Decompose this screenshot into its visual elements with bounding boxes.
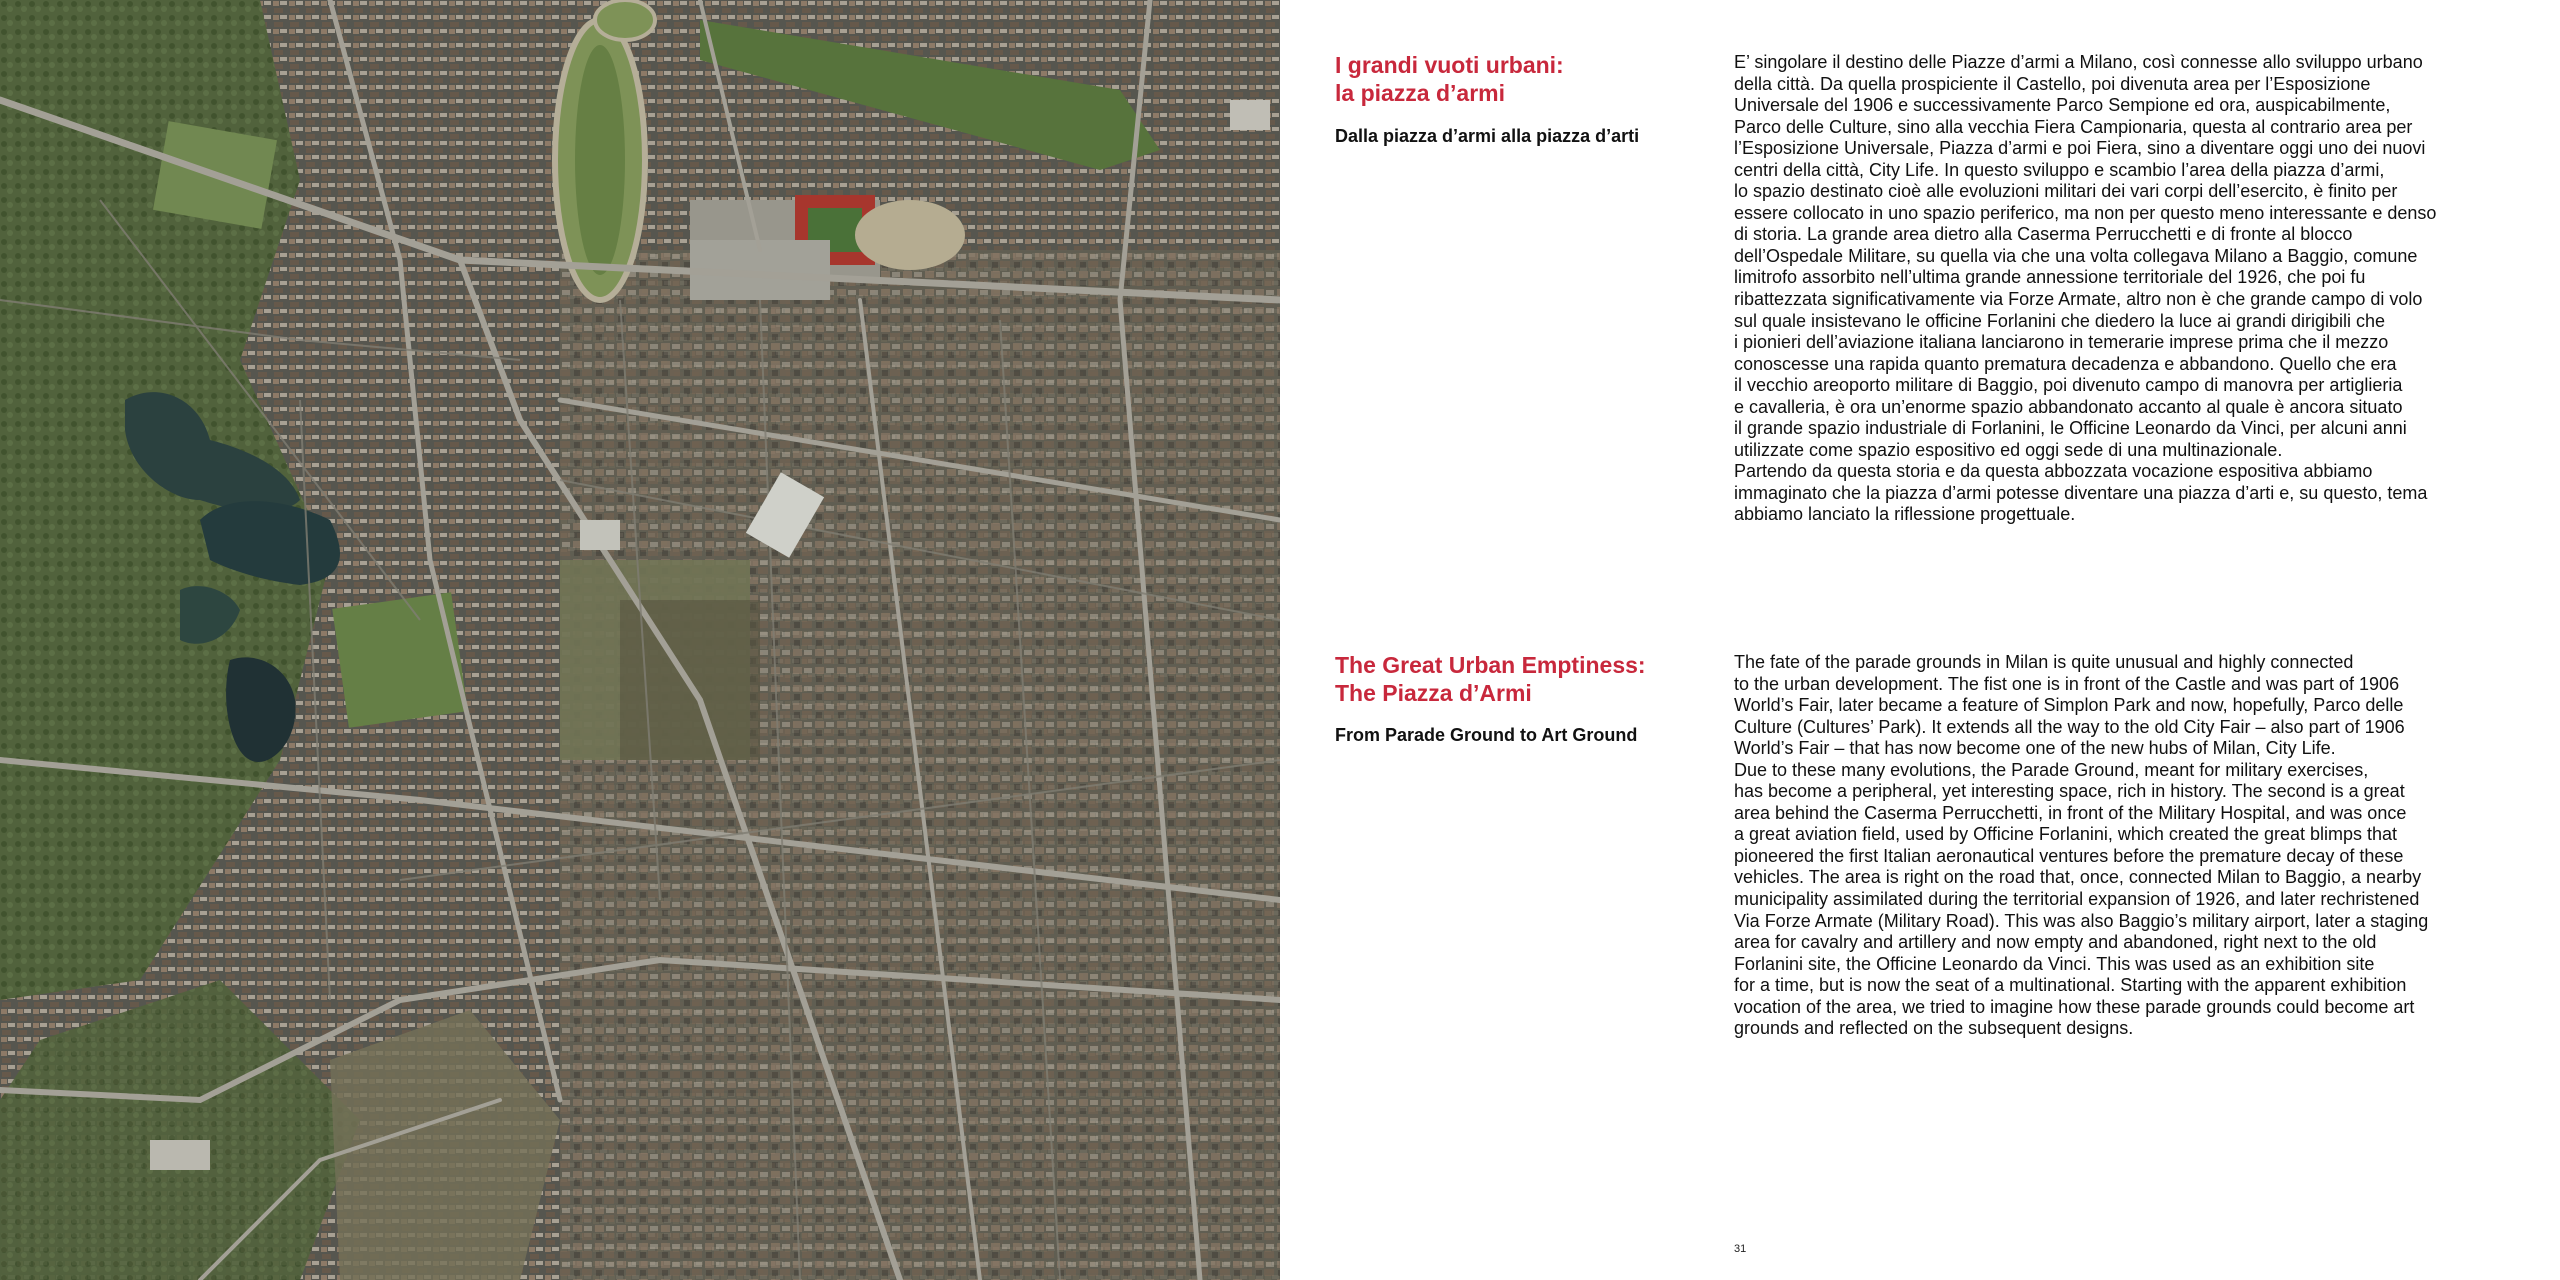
italian-body-line: sul quale insistevano le officine Forlanini che diedero la luce ai grandi dirigibili che (1734, 310, 2386, 331)
english-body-line: World’s Fair – that has now become one of the new hubs of Milan, City Life. (1734, 738, 2336, 759)
italian-body-line: Partendo da questa storia e da questa abbozzata vocazione espositiva abbiamo (1734, 461, 2373, 482)
italian-body (1734, 52, 2534, 526)
english-body-line: vehicles. The area is right on the road that, once, connected Milan to Baggio, a nearby (1734, 867, 2422, 888)
italian-body-line: limitrofo assorbito nell’ultima grande annessione territoriale del 1926, che poi fu (1734, 267, 2366, 288)
italian-body-line: essere collocato in uno spazio periferico, ma non per questo meno interessante e denso (1734, 202, 2437, 223)
italian-title-line1: I grandi vuoti urbani: (1335, 52, 1564, 78)
italian-subtitle: Dalla piazza d’armi alla piazza d’arti (1335, 126, 1640, 146)
italian-body-line: centri della città, City Life. In questo sviluppo e scambio l’area della piazza d’armi, (1734, 159, 2385, 180)
english-body (1734, 652, 2534, 1040)
english-body-line: pioneered the first Italian aeronautical ventures before the premature decay of these (1734, 845, 2404, 866)
english-title-line1: The Great Urban Emptiness: (1335, 652, 1646, 678)
italian-body-line: e cavalleria, è ora un’enorme spazio abbandonato accanto al quale è ancora situato (1734, 396, 2403, 417)
english-body-line: a great aviation field, used by Officine Forlanini, which created the great blimps that (1734, 824, 2398, 845)
italian-body-line: Universale del 1906 e successivamente Parco Sempione ed ora, auspicabilmente, (1734, 95, 2391, 116)
italian-title-line2: la piazza d’armi (1335, 80, 1506, 106)
english-body-line: has become a peripheral, yet interesting space, rich in history. The second is a great (1734, 781, 2405, 802)
italian-body-line: di storia. La grande area dietro alla Caserma Perrucchetti e di fronte al blocco (1734, 224, 2353, 245)
english-body-line: grounds and reflected on the subsequent designs. (1734, 1018, 2134, 1039)
english-body-line: Due to these many evolutions, the Parade Ground, meant for military exercises, (1734, 759, 2369, 780)
english-body-line: Via Forze Armate (Military Road). This was also Baggio’s military airport, later a staging (1734, 910, 2429, 931)
english-body-line: municipality assimilated during the territorial expansion of 1926, and later rechristened (1734, 889, 2420, 910)
italian-body-line: l’Esposizione Universale, Piazza d’armi e poi Fiera, sino a diventare oggi uno dei nuovi (1734, 138, 2426, 159)
english-body-line: The fate of the parade grounds in Milan is quite unusual and highly connected (1734, 652, 2354, 672)
english-body-line: for a time, but is now the seat of a multinational. Starting with the apparent exhibition (1734, 975, 2407, 996)
english-body-line: to the urban development. The fist one is in front of the Castle and was part of 1906 (1734, 673, 2400, 694)
english-body-line: area behind the Caserma Perrucchetti, in front of the Military Hospital, and was once (1734, 802, 2407, 823)
italian-body-line: ribattezzata significativamente via Forze Armate, altro non è che grande campo di volo (1734, 289, 2423, 310)
italian-body-line: il grande spazio industriale di Forlanini, le Officine Leonardo da Vinci, per alcuni anni (1734, 418, 2407, 439)
english-subtitle: From Parade Ground to Art Ground (1335, 725, 1638, 745)
english-body-line: area for cavalry and artillery and now empty and abandoned, right next to the old (1734, 932, 2377, 953)
italian-body-line: Parco delle Culture, sino alla vecchia Fiera Campionaria, questa al contrario area per (1734, 116, 2413, 137)
italian-body-line: utilizzate come spazio espositivo ed oggi sede di una multinazionale. (1734, 439, 2283, 460)
english-body-line: World’s Fair, later became a feature of Simplon Park and now, hopefully, Parco delle (1734, 695, 2404, 716)
italian-body-line: conoscesse una rapida quanto prematura decadenza e abbandono. Quello che era (1734, 353, 2397, 374)
english-title-line2: The Piazza d’Armi (1335, 680, 1532, 706)
english-body-line: vocation of the area, we tried to imagine how these parade grounds could become art (1734, 996, 2415, 1017)
italian-title (1335, 51, 1564, 107)
italian-body-line: della città. Da quella prospiciente il Castello, poi divenuta area per l’Esposizione (1734, 73, 2371, 94)
italian-body-line: i pionieri dell’aviazione italiana lanciarono in temerarie imprese prima che il mezzo (1734, 332, 2389, 353)
english-body-line: Forlanini site, the Officine Leonardo da Vinci. This was used as an exhibition site (1734, 953, 2375, 974)
italian-body-line: immaginato che la piazza d’armi potesse diventare una piazza d’arti e, su questo, tema (1734, 482, 2428, 503)
italian-body-line: lo spazio destinato cioè alle evoluzioni militari dei vari corpi dell’esercito, è finito per (1734, 181, 2398, 202)
italian-body-line: dell’Ospedale Militare, su quella via che una volta collegava Milano a Baggio, comune (1734, 245, 2418, 266)
italian-body-line: abbiamo lanciato la riflessione progettuale. (1734, 504, 2076, 525)
italian-body-line: il vecchio areoporto militare di Baggio, poi divenuto campo di manovra per artiglieria (1734, 375, 2403, 396)
page-number: 31 (1734, 1243, 1747, 1255)
italian-body-line: E’ singolare il destino delle Piazze d’armi a Milano, così connesse allo sviluppo urbano (1734, 52, 2423, 72)
english-title (1335, 651, 1646, 707)
text-page (1280, 0, 2560, 1280)
english-body-line: Culture (Cultures’ Park). It extends all the way to the old City Fair – also part of 1906 (1734, 716, 2405, 737)
